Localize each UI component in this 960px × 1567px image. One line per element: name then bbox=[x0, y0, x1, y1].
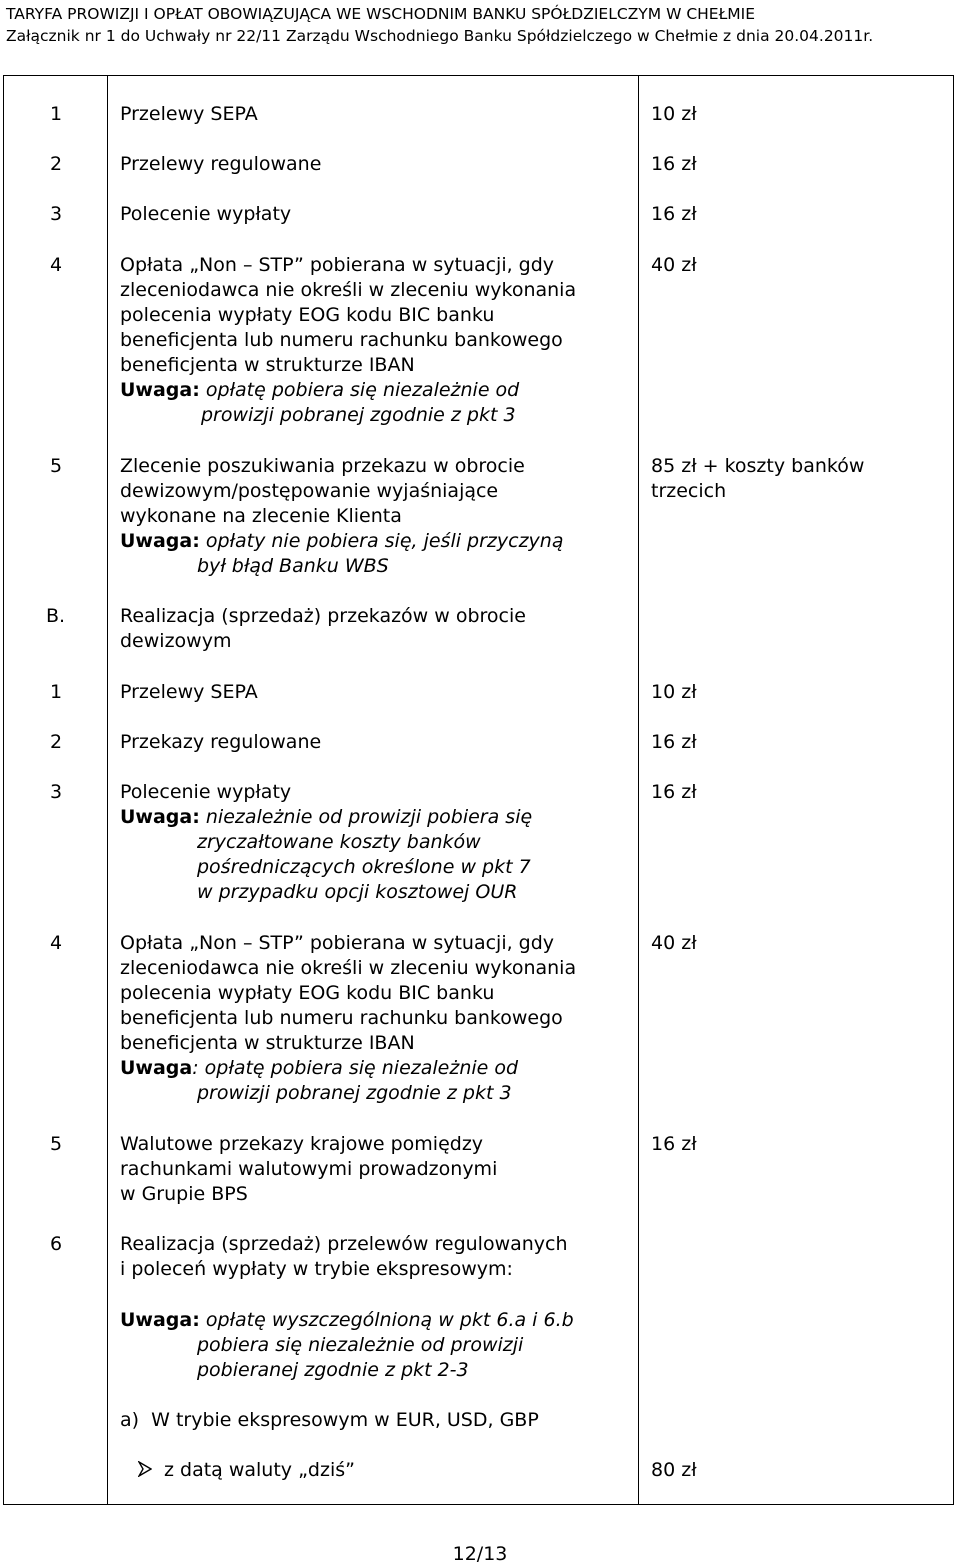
desc-line: Opłata „Non – STP” pobierana w sytuacji, gdy bbox=[120, 932, 555, 954]
section-title bbox=[120, 604, 635, 654]
note bbox=[120, 529, 635, 554]
row-fee: 16 zł bbox=[651, 781, 697, 803]
row-fee: 80 zł bbox=[651, 1459, 697, 1481]
note-text: opłatę pobiera się niezależnie od bbox=[199, 379, 520, 401]
desc-line: beneficjenta lub numeru rachunku bankowego bbox=[120, 1007, 563, 1029]
note-label: Uwaga: bbox=[120, 806, 200, 828]
row-fee: 16 zł bbox=[651, 1133, 697, 1155]
desc-line: Walutowe przekazy krajowe pomiędzy bbox=[120, 1133, 484, 1155]
note-text: niezależnie od prowizji pobiera się bbox=[199, 806, 533, 828]
section-number: B. bbox=[46, 605, 66, 627]
row-number: 3 bbox=[50, 781, 63, 803]
desc-line: w Grupie BPS bbox=[120, 1183, 248, 1205]
note-text: opłatę wyszczególnioną w pkt 6.a i 6.b bbox=[199, 1309, 574, 1331]
desc-line: beneficjenta lub numeru rachunku bankowego bbox=[120, 329, 563, 351]
row-description bbox=[120, 1232, 635, 1282]
row-fee: 40 zł bbox=[651, 932, 697, 954]
row-description: Przelewy SEPA bbox=[120, 681, 258, 703]
note-text: zryczałtowane koszty banków bbox=[197, 831, 481, 853]
note-text: pobieranej zgodnie z pkt 2-3 bbox=[197, 1359, 469, 1381]
row-description bbox=[120, 931, 635, 1106]
row-description bbox=[120, 253, 635, 428]
sub-item-a: a) W trybie ekspresowym w EUR, USD, GBP bbox=[120, 1409, 539, 1431]
row-number: 4 bbox=[50, 932, 63, 954]
bullet-text: z datą waluty „dziś” bbox=[164, 1459, 355, 1481]
page-number: 12/13 bbox=[452, 1543, 508, 1565]
row-fee: 16 zł bbox=[651, 203, 697, 225]
row-note bbox=[120, 1308, 635, 1383]
row-number: 2 bbox=[50, 153, 63, 175]
note-label: Uwaga: bbox=[120, 379, 200, 401]
desc-line: polecenia wypłaty EOG kodu BIC banku bbox=[120, 982, 495, 1004]
row-description bbox=[120, 1132, 635, 1207]
note-text: : opłatę pobiera się niezależnie od bbox=[192, 1057, 519, 1079]
note-text: prowizji pobranej zgodnie z pkt 3 bbox=[197, 1082, 512, 1104]
note bbox=[120, 805, 635, 830]
desc-line: rachunkami walutowymi prowadzonymi bbox=[120, 1158, 498, 1180]
note-label: Uwaga: bbox=[120, 530, 200, 552]
row-description: Polecenie wypłaty bbox=[120, 203, 292, 225]
bullet-line bbox=[120, 1458, 635, 1483]
row-fee: 40 zł bbox=[651, 254, 697, 276]
note-label: Uwaga bbox=[120, 1057, 193, 1079]
note-text: opłaty nie pobiera się, jeśli przyczyną bbox=[199, 530, 564, 552]
row-number: 1 bbox=[50, 103, 63, 125]
row-number: 1 bbox=[50, 681, 63, 703]
column-divider bbox=[107, 75, 108, 1505]
desc-line: zleceniodawca nie określi w zleceniu wykonania bbox=[120, 279, 577, 301]
header-title: TARYFA PROWIZJI I OPŁAT OBOWIĄZUJĄCA WE WSCHODNIM BANKU SPÓŁDZIELCZYM W CHEŁMIE bbox=[6, 5, 756, 23]
desc-line: polecenia wypłaty EOG kodu BIC banku bbox=[120, 304, 495, 326]
row-number: 5 bbox=[50, 1133, 63, 1155]
note bbox=[120, 1056, 635, 1081]
note bbox=[120, 1308, 635, 1333]
note-text: w przypadku opcji kosztowej OUR bbox=[197, 881, 518, 903]
fee-line: trzecich bbox=[651, 480, 727, 502]
note-text: prowizji pobranej zgodnie z pkt 3 bbox=[201, 404, 516, 426]
arrowhead-icon bbox=[120, 1458, 164, 1483]
desc-line: Opłata „Non – STP” pobierana w sytuacji, gdy bbox=[120, 254, 555, 276]
row-number: 5 bbox=[50, 455, 63, 477]
desc-line: Zlecenie poszukiwania przekazu w obrocie bbox=[120, 455, 525, 477]
row-description: Przekazy regulowane bbox=[120, 731, 322, 753]
note-label: Uwaga: bbox=[120, 1309, 200, 1331]
desc-line: dewizowym/postępowanie wyjaśniające bbox=[120, 480, 499, 502]
row-number: 6 bbox=[50, 1233, 63, 1255]
row-fee: 10 zł bbox=[651, 103, 697, 125]
row-number: 3 bbox=[50, 203, 63, 225]
row-fee: 16 zł bbox=[651, 153, 697, 175]
desc-line: Realizacja (sprzedaż) przekazów w obrocie bbox=[120, 605, 526, 627]
desc-line: dewizowym bbox=[120, 630, 232, 652]
row-description: Przelewy regulowane bbox=[120, 153, 322, 175]
row-description: Przelewy SEPA bbox=[120, 103, 258, 125]
note bbox=[120, 378, 635, 403]
note-text: pośredniczących określone w pkt 7 bbox=[197, 856, 531, 878]
fee-line: 85 zł + koszty banków bbox=[651, 455, 865, 477]
desc-line: Realizacja (sprzedaż) przelewów regulowanych bbox=[120, 1233, 568, 1255]
document-header bbox=[6, 3, 873, 47]
desc-line: wykonane na zlecenie Klienta bbox=[120, 505, 402, 527]
row-fee: 16 zł bbox=[651, 731, 697, 753]
desc-line: zleceniodawca nie określi w zleceniu wykonania bbox=[120, 957, 577, 979]
row-fee: 10 zł bbox=[651, 681, 697, 703]
note-text: był błąd Banku WBS bbox=[197, 555, 389, 577]
desc-line: beneficjenta w strukturze IBAN bbox=[120, 354, 415, 376]
note-text: pobiera się niezależnie od prowizji bbox=[197, 1334, 524, 1356]
row-fee bbox=[651, 454, 941, 504]
desc-line: Polecenie wypłaty bbox=[120, 781, 292, 803]
row-number: 4 bbox=[50, 254, 63, 276]
header-subtitle: Załącznik nr 1 do Uchwały nr 22/11 Zarządu Wschodniego Banku Spółdzielczego w Chełmie z dnia 20.04.2011r. bbox=[6, 27, 874, 45]
desc-line: beneficjenta w strukturze IBAN bbox=[120, 1032, 415, 1054]
column-divider bbox=[638, 75, 639, 1505]
row-number: 2 bbox=[50, 731, 63, 753]
row-description bbox=[120, 780, 635, 905]
desc-line: i poleceń wypłaty w trybie ekspresowym: bbox=[120, 1258, 513, 1280]
row-description bbox=[120, 454, 635, 579]
